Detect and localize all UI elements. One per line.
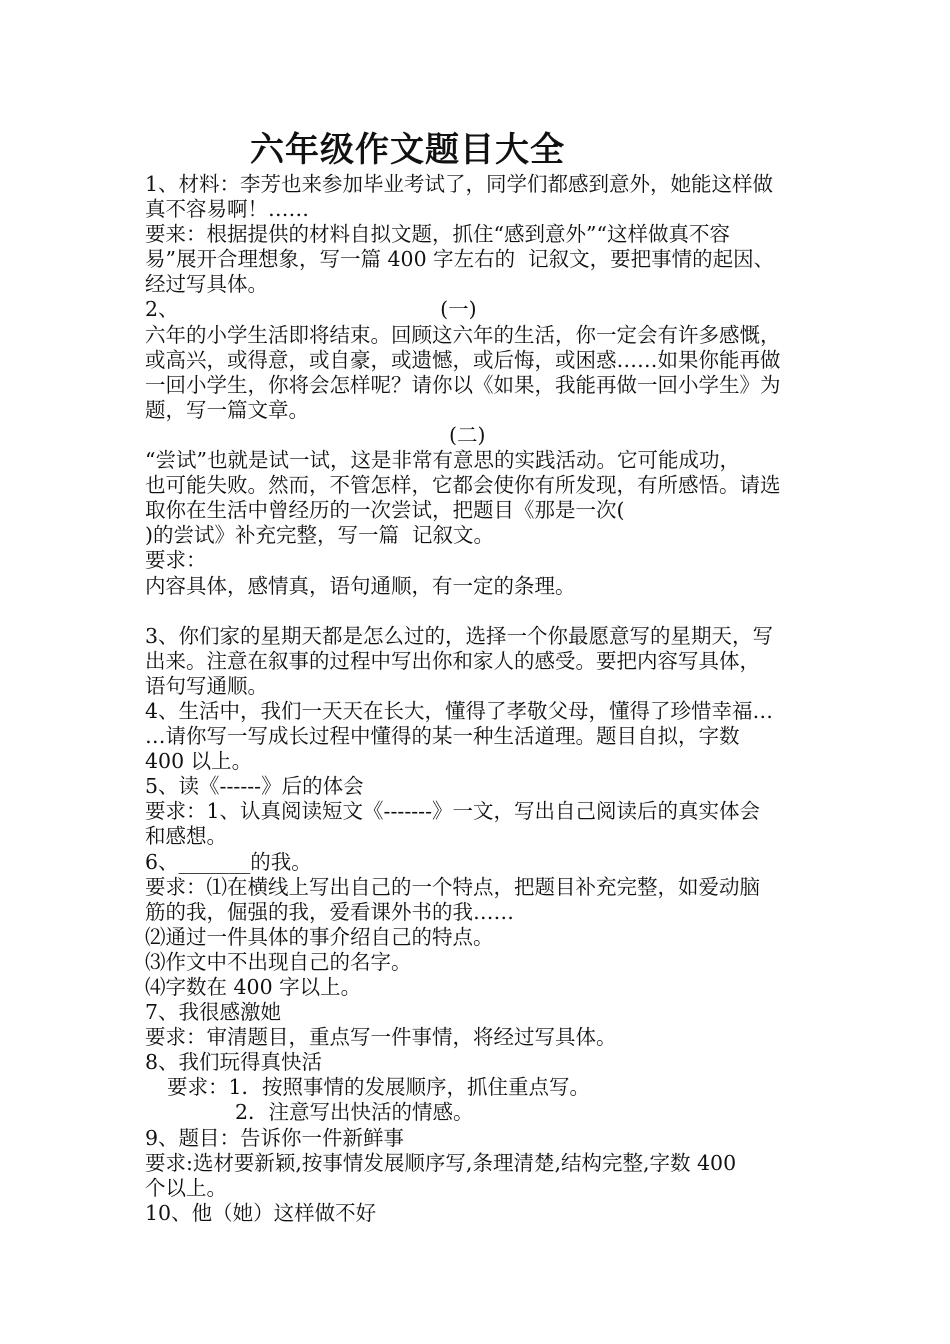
text-line: …请你写一写成长过程中懂得的某一种生活道理。题目自拟，字数 xyxy=(145,724,740,749)
text-line: 和感想。 xyxy=(145,824,227,849)
text-line: ⑶作文中不出现自己的名字。 xyxy=(145,949,412,974)
text-line: 经过写具体。 xyxy=(145,272,268,297)
text-line: 内容具体，感情真，语句通顺，有一定的条理。 xyxy=(145,573,576,598)
section-number: 2、 xyxy=(145,297,179,322)
text-line: 要求：审清题目，重点写一件事情，将经过写具体。 xyxy=(145,1025,617,1050)
text-line: ⑵通过一件具体的事介绍自己的特点。 xyxy=(145,924,494,949)
text-line: 易”展开合理想象，写一篇 400 字左右的 记叙文，要把事情的起因、 xyxy=(145,247,775,272)
text-line: 一回小学生，你将会怎样呢？请你以《如果，我能再做一回小学生》为 xyxy=(145,372,781,397)
text-line: 六年的小学生活即将结束。回顾这六年的生活，你一定会有许多感慨， xyxy=(145,322,781,347)
blank-line xyxy=(145,599,817,624)
text-line: 要来：根据提供的材料自拟文题，抓住“感到意外”“这样做真不容 xyxy=(145,222,730,247)
document-body xyxy=(145,172,817,1226)
text-line: 出来。注意在叙事的过程中写出你和家人的感受。要把内容写具体， xyxy=(145,648,760,673)
text-line: 4、生活中，我们一天天在长大，懂得了孝敬父母，懂得了珍惜幸福… xyxy=(145,698,774,723)
subsection-marker: (二) xyxy=(449,422,486,447)
section-2-heading-row xyxy=(145,297,817,322)
text-line: 10、他（她）这样做不好 xyxy=(145,1200,377,1225)
text-line: 也可能失败。然而，不管怎样，它都会使你有所发现，有所感悟。请选 xyxy=(145,473,781,498)
text-line: 语句写通顺。 xyxy=(145,673,268,698)
text-line: 5、读《------》后的体会 xyxy=(145,774,364,799)
text-line: 要求：1、认真阅读短文《-------》一文，写出自己阅读后的真实体会 xyxy=(145,799,761,824)
text-line: 要求:选材要新颖,按事情发展顺序写,条理清楚,结构完整,字数 400 xyxy=(145,1150,737,1175)
text-line: 8、我们玩得真快活 xyxy=(145,1050,323,1075)
text-line: 取你在生活中曾经历的一次尝试，把题目《那是一次( xyxy=(145,498,625,523)
subsection-marker: (一) xyxy=(440,297,477,322)
text-line: 要求： xyxy=(145,548,207,573)
text-line: 要求：⑴在横线上写出自己的一个特点，把题目补充完整，如爱动脑 xyxy=(145,874,760,899)
text-line: 或高兴，或得意，或自豪，或遗憾，或后悔，或困惑……如果你能再做 xyxy=(145,347,781,372)
text-line: 个以上。 xyxy=(145,1175,227,1200)
text-line: 7、我很感激她 xyxy=(145,1000,282,1025)
text-line: ⑷字数在 400 字以上。 xyxy=(145,975,362,999)
text-line: 要求：1．按照事情的发展顺序，抓住重点写。 xyxy=(167,1075,591,1100)
text-line: 筋的我，倔强的我，爱看课外书的我…… xyxy=(145,899,514,924)
text-line: 6、_______的我。 xyxy=(145,849,312,874)
document-title: 六年级作文题目大全 xyxy=(250,130,565,170)
text-line: 9、题目：告诉你一件新鲜事 xyxy=(145,1125,405,1150)
text-line: 2．注意写出快活的情感。 xyxy=(235,1100,474,1125)
text-line: 1、材料：李芳也来参加毕业考试了，同学们都感到意外，她能这样做 xyxy=(145,172,774,196)
text-line: 题，写一篇文章。 xyxy=(145,397,309,422)
text-line: 400 以上。 xyxy=(145,749,253,774)
text-line: 3、你们家的星期天都是怎么过的，选择一个你最愿意写的星期天，写 xyxy=(145,623,774,648)
text-line: 真不容易啊！…… xyxy=(145,197,309,222)
text-line: “尝试”也就是试一试，这是非常有意思的实践活动。它可能成功， xyxy=(145,448,740,473)
text-line: )的尝试》补充完整，写一篇 记叙文。 xyxy=(145,523,495,548)
